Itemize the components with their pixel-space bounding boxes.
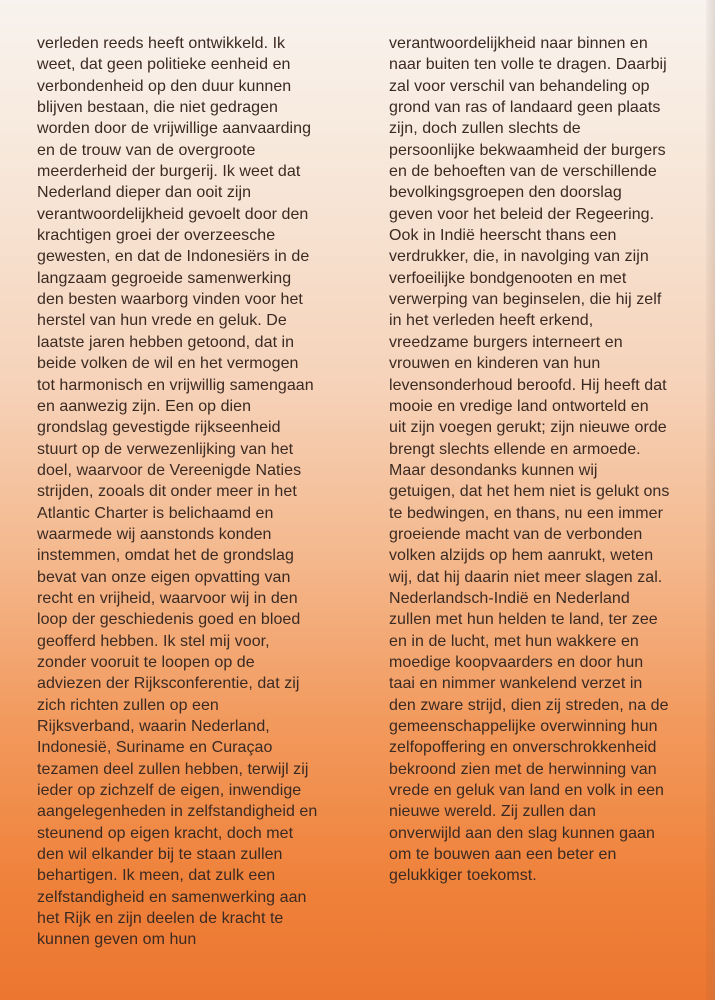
text-line: steunend op eigen kracht, doch met [37, 824, 294, 842]
text-line: en de trouw van de overgroote [37, 141, 256, 159]
text-line: instemmen, omdat het de grondslag [37, 547, 294, 565]
text-line: adviezen der Rijksconferentie, dat zij [37, 675, 300, 693]
right-text-column [389, 33, 669, 887]
text-line: moedige koopvaarders en door hun [389, 653, 644, 671]
text-line: gewesten, en dat de Indonesiërs in de [37, 248, 310, 266]
text-line: krachtigen groei der overzeesche [37, 227, 276, 245]
text-line: den besten waarborg vinden voor het [37, 291, 303, 309]
text-line: vrouwen en kinderen van hun [389, 355, 601, 373]
text-line: geven voor het beleid der Regeering. [389, 205, 655, 223]
text-line: Atlantic Charter is belichaamd en [37, 504, 274, 522]
text-line: gemeenschappelijke overwinning hun [389, 718, 658, 735]
text-line: strijden, zooals dit onder meer in het [37, 483, 297, 501]
text-line: verantwoordelijkheid naar binnen en [389, 35, 648, 52]
text-line: en de behoeften van de verschillende [389, 163, 657, 181]
text-line: verfoeilijke bondgenooten en met [389, 269, 627, 287]
text-line: den zware strijd, dien zij streden, na de [389, 696, 669, 714]
text-line: uit zijn voegen gerukt; zijn nieuwe orde [389, 419, 667, 437]
text-line: mooie en vredige land ontworteld en [389, 397, 649, 415]
text-line: zelfstandigheid en samenwerking aan [37, 888, 307, 906]
text-line: verwerping van beginselen, die hij zelf [389, 291, 662, 309]
text-line: bekroond zien met de herwinning van [389, 760, 657, 778]
text-line: te bedwingen, en thans, nu een immer [389, 504, 663, 522]
text-line: zich richten zullen op een [37, 696, 219, 714]
text-line: in het verleden heeft erkend, [389, 312, 594, 330]
text-line: Nederland dieper dan ooit zijn [37, 184, 252, 202]
text-line: vrede en geluk van land en volk in een [389, 782, 664, 800]
text-line: grondslag gevestigde rijkseenheid [37, 419, 281, 437]
text-line: tot harmonisch en vrijwillig samengaan [37, 376, 314, 394]
text-line: zijn, doch zullen slechts de [389, 120, 581, 138]
text-line: zonder vooruit te loopen op de [37, 653, 255, 671]
text-line: blijven bestaan, die niet gedragen [37, 99, 278, 117]
text-line: Indonesië, Suriname en Curaçao [37, 739, 273, 757]
text-line: gelukkiger toekomst. [389, 867, 537, 885]
left-text-column [37, 33, 317, 951]
text-line: doel, waarvoor de Vereenigde Naties [37, 461, 302, 479]
text-line: tezamen deel zullen hebben, terwijl zij [37, 760, 309, 778]
text-line: beide volken de wil en het vermogen [37, 355, 299, 373]
text-line: kunnen geven om hun [37, 931, 197, 949]
text-line: verantwoordelijkheid gevoelt door den [37, 205, 309, 223]
text-line: zelfopoffering en onverschrokkenheid [389, 739, 657, 757]
text-line: behartigen. Ik meen, dat zulk een [37, 867, 276, 885]
text-line: grond van ras of landaard geen plaats [389, 99, 661, 117]
text-line: loop der geschiedenis goed en bloed [37, 611, 301, 629]
text-line: onverwijld aan den slag kunnen gaan [389, 824, 655, 842]
text-line: taai en nimmer wankelend verzet in [389, 675, 643, 693]
text-line: worden door de vrijwillige aanvaarding [37, 120, 312, 138]
text-line: brengt slechts ellende en armoede. [389, 440, 641, 458]
text-line: persoonlijke bekwaamheid der burgers [389, 141, 666, 159]
text-line: bevat van onze eigen opvatting van [37, 568, 291, 586]
text-line: Rijksverband, waarin Nederland, [37, 718, 270, 735]
text-line: en in de lucht, met hun wakkere en [389, 632, 639, 650]
page-edge [706, 0, 715, 1000]
text-line: laatste jaren hebben getoond, dat in [37, 333, 295, 351]
text-line: levensonderhoud beroofd. Hij heeft dat [389, 376, 667, 394]
text-line: stuurt op de verwezenlijking van het [37, 440, 294, 458]
text-line: herstel van hun vrede en geluk. De [37, 312, 287, 330]
text-line: zullen met hun helden te land, ter zee [389, 611, 658, 629]
text-line: recht en vrijheid, waarvoor wij in den [37, 589, 298, 607]
text-line: weet, dat geen politieke eenheid en [37, 56, 291, 74]
text-line: aangelegenheden in zelfstandigheid en [37, 803, 318, 821]
text-line: vreedzame burgers interneert en [389, 333, 623, 351]
text-line: nieuwe wereld. Zij zullen dan [389, 803, 596, 821]
text-line: naar buiten ten volle te dragen. Daarbij [389, 56, 667, 74]
text-line: geofferd hebben. Ik stel mij voor, [37, 632, 270, 650]
text-line: groeiende macht van de verbonden [389, 525, 643, 543]
text-line: bevolkingsgroepen den doorslag [389, 184, 622, 202]
text-line: het Rijk en zijn deelen de kracht te [37, 910, 284, 928]
text-line: verleden reeds heeft ontwikkeld. Ik [37, 35, 286, 52]
text-line: getuigen, dat het hem niet is gelukt ons [389, 483, 670, 501]
text-line: meerderheid der burgerij. Ik weet dat [37, 163, 301, 181]
text-line: om te bouwen aan een beter en [389, 846, 617, 864]
text-line: verdrukker, die, in navolging van zijn [389, 248, 649, 266]
text-line: wij, dat hij daarin niet meer slagen zal. [389, 568, 663, 586]
text-line: ieder op zichzelf de eigen, inwendige [37, 782, 302, 800]
text-line: Ook in Indië heerscht thans een [389, 227, 617, 245]
text-line: den wil elkander bij te staan zullen [37, 846, 283, 864]
text-line: verbondenheid op den duur kunnen [37, 77, 292, 95]
text-line: langzaam gegroeide samenwerking [37, 269, 292, 287]
text-line: volken alzijds op hem aanrukt, weten [389, 547, 654, 565]
text-line: en aanwezig zijn. Een op dien [37, 397, 252, 415]
text-line: Maar desondanks kunnen wij [389, 461, 598, 479]
text-line: waarmede wij aanstonds konden [37, 525, 272, 543]
text-line: zal voor verschil van behandeling op [389, 77, 650, 95]
text-line: Nederlandsch-Indië en Nederland [389, 589, 630, 607]
